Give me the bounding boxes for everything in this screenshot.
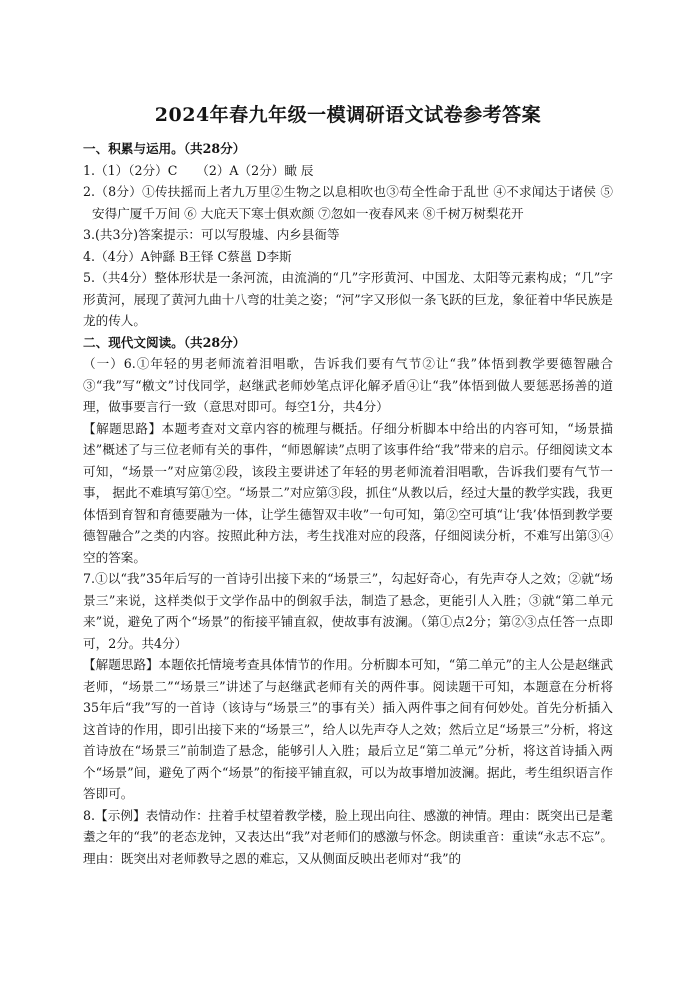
answer-item-5: 5.（共4分）整体形状是一条河流，由流淌的“几”字形黄河、中国龙、太阳等元素构成；“几”字形黄河，展现了黄河九曲十八弯的壮美之姿；“河”字又形似一条飞跃的巨龙，象征着中华民族是龙的传人。 — [83, 270, 613, 328]
answer-item-2: 2.（8分）①传扶摇而上者九万里②生物之以息相吹也③苟全性命于乱世 ④不求闻达于诸侯 ⑤安得广厦千万间 ⑥ 大庇天下寒士俱欢颜 ⑦忽如一夜春风来 ⑧千树万树梨花开 — [83, 184, 613, 221]
answer-item-8: 8.【示例】表情动作：拄着手杖望着教学楼，脸上现出向往、感激的神情。理由：既突出已是耄耋之年的“我”的老态龙钟，又表达出“我”对老师们的感激与怀念。朗读重音：重读“永志不忘”。理由：既突出对老师教导之恩的难忘，又从侧面反映出老师对“我”的 — [83, 807, 613, 866]
section-heading-2: 二、现代文阅读。（共28分） — [83, 334, 246, 350]
document-body — [83, 138, 613, 869]
answer-item-7: 7.①以“我”35年后写的一首诗引出接下来的“场景三”，勾起好奇心，有先声夺人之效；②就“场景三”来说，这样类似于文学作品中的倒叙手法，制造了悬念，更能引人入胜；③就“第二单元来”说，避免了两个“场景”的衔接平铺直叙，使故事有波澜。（第①点2分；第②③点任答一点即可，2分。共4分） — [83, 571, 613, 651]
answer-item-3: 3.(共3分)答案提示：可以写殷墟、内乡县衙等 — [83, 227, 340, 242]
answer-item-6: （一）6.①年轻的男老师流着泪唱歌，告诉我们要有气节②让“我”体悟到教学要德智融合③“我”写“檄文”讨伐同学，赵继武老师妙笔点评化解矛盾④让“我”体悟到做人要惩恶扬善的道理，做事要言行一致（意思对即可。每空1分，共4分） — [83, 356, 613, 414]
answer-item-4: 4.（4分）A钟繇 B王铎 C蔡邕 D李斯 — [83, 248, 292, 264]
section-heading-1: 一、积累与运用。（共28分） — [83, 141, 246, 156]
answer-item-1: 1.（1）（2分）C （2）A（2分）瞰 辰 — [83, 162, 314, 178]
document-title: 2024年春九年级一模调研语文试卷参考答案 — [154, 104, 542, 126]
solution-explanation-7: 【解题思路】本题依托情境考查具体情节的作用。分析脚本可知，“第二单元”的主人公是赵继武老师，“场景二”“场景三”讲述了与赵继武老师有关的两件事。阅读题干可知，本题意在分析将35年后“我”写的一首诗（该诗与“场景三”的事有关）插入两件事之间有何妙处。首先分析插入这首诗的作用，即引出接下来的“场景三”，给人以先声夺人之效；然后立足“场景三”分析，将这首诗放在“场景三”前制造了悬念，能够引人入胜；最后立足“第二单元”分析，将这首诗插入两个“场景”间，避免了两个“场景”的衔接平铺直叙，可以为故事增加波澜。据此，考生组织语言作答即可。 — [83, 657, 613, 801]
solution-explanation-6: 【解题思路】本题考查对文章内容的梳理与概括。仔细分析脚本中给出的内容可知，“场景描述”概述了与三位老师有关的事件，“师恩解读”点明了该事件给“我”带来的启示。仔细阅读文本可知，“场景一”对应第②段，该段主要讲述了年轻的男老师流着泪唱歌，告诉我们要有气节一事， 据此不难填写第①空。“场景二”对应第③段，抓住“从教以后，经过大量的教学实践，我更体悟到育智和育德要融为一体，让学生德智双丰收”一句可知，第②空可填“让‘我’体悟到教学要德智融合”之类的内容。按照此种方法，考生找准对应的段落，仔细阅读分析，不难写出第③④空的答案。 — [83, 420, 613, 565]
